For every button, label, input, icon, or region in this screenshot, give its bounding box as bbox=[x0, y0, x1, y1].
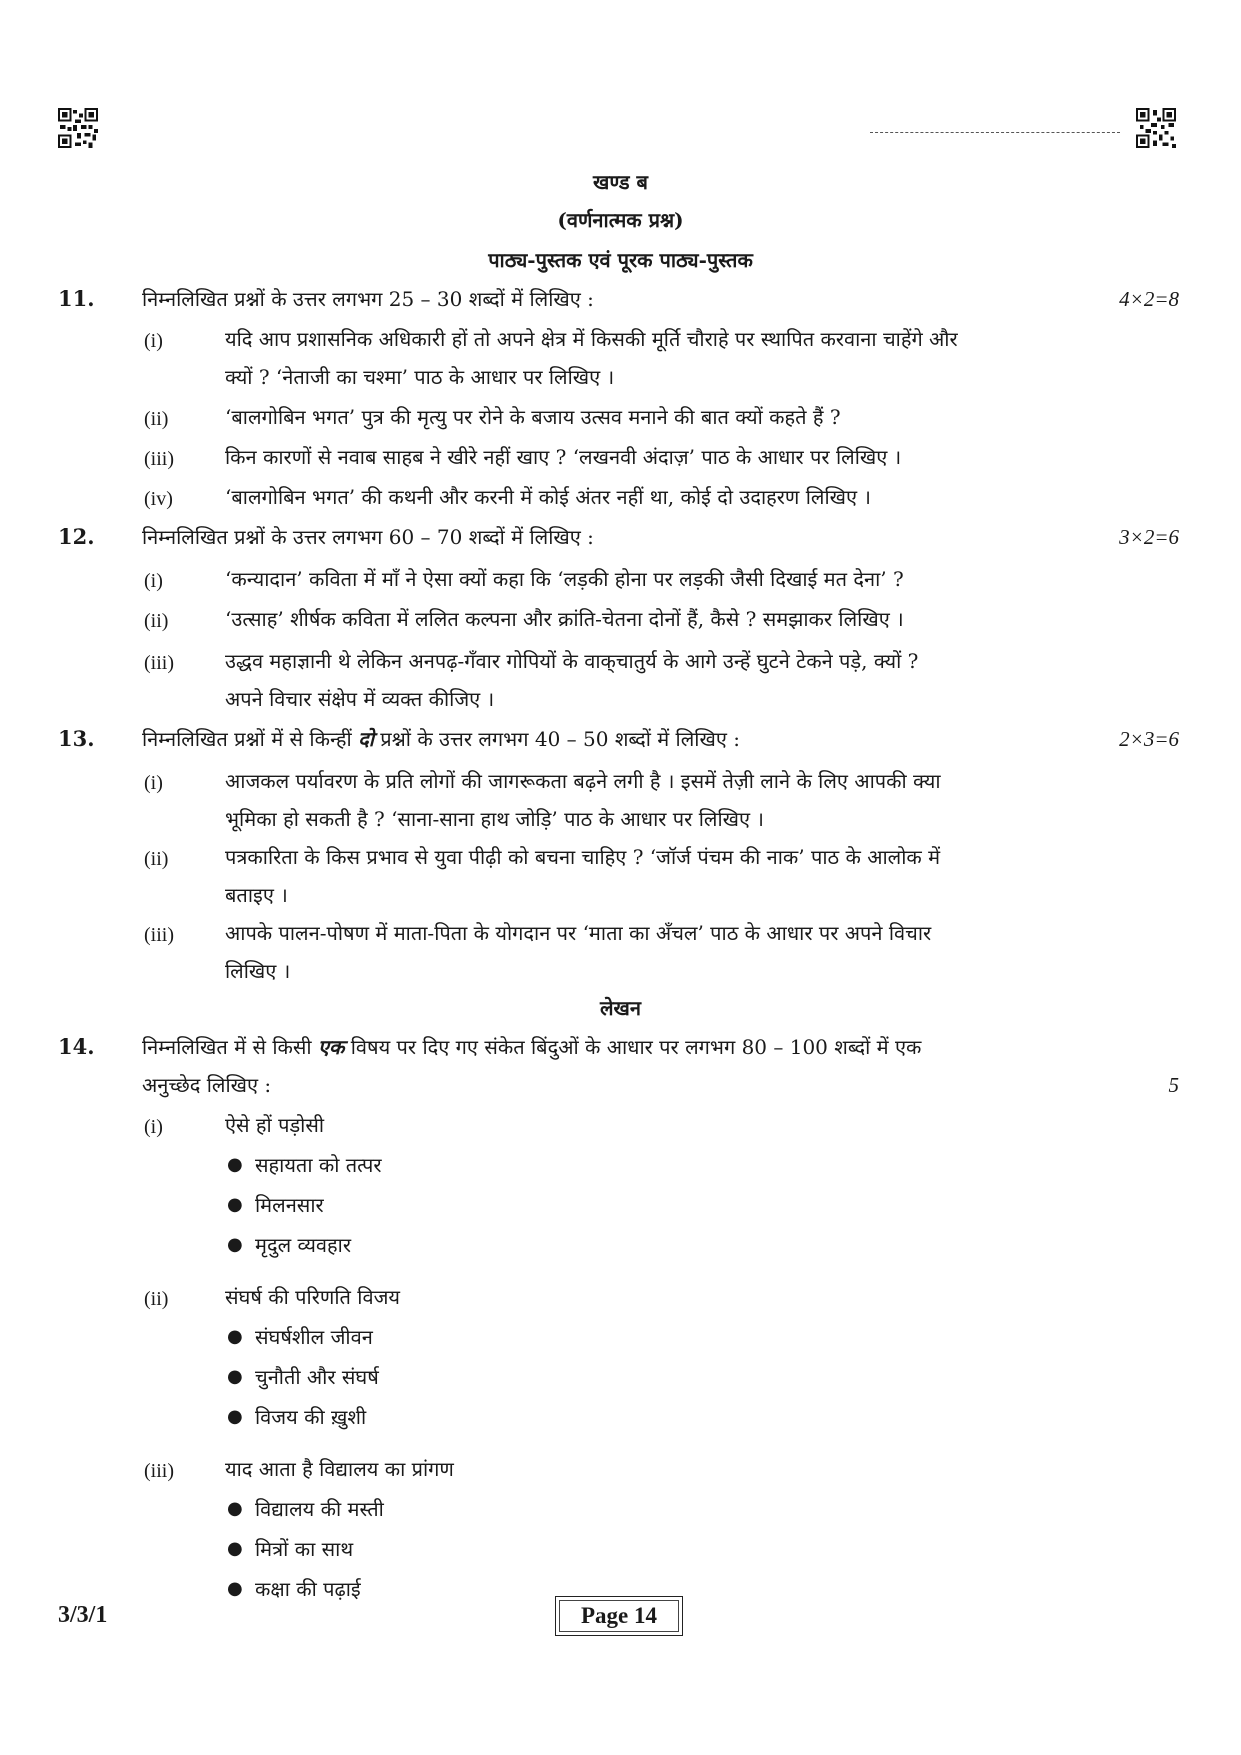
sub-question-text: ‘बालगोबिन भगत’ पुत्र की मृत्यु पर रोने के बजाय उत्सव मनाने की बात क्यों कहते हैं ? bbox=[225, 405, 841, 429]
sub-question-text: बताइए । bbox=[225, 883, 288, 907]
question-marks: 3×2=6 bbox=[1119, 525, 1179, 549]
topic-point: विजय की ख़ुशी bbox=[255, 1405, 367, 1429]
sub-question-number: (ii) bbox=[144, 610, 169, 632]
sub-question-text: लिखिए । bbox=[225, 959, 291, 983]
sub-question-text: ‘उत्साह’ शीर्षक कविता में ललित कल्पना और क्रांति-चेतना दोनों हैं, कैसे ? समझाकर लिखिए । bbox=[225, 607, 904, 631]
sub-question-number: (iii) bbox=[144, 448, 174, 470]
sub-question-text: आजकल पर्यावरण के प्रति लोगों की जागरूकता बढ़ने लगी है । इसमें तेज़ी लाने के लिए आपकी क्या bbox=[225, 769, 941, 793]
stem-emphasis: एक bbox=[317, 1035, 345, 1059]
bullet-icon: ● bbox=[227, 1578, 243, 1599]
bullet-icon: ● bbox=[227, 1194, 243, 1215]
sub-question-text: पत्रकारिता के किस प्रभाव से युवा पीढ़ी को बचना चाहिए ? ‘जॉर्ज पंचम की नाक’ पाठ के आलोक में bbox=[225, 845, 941, 869]
bullet-icon: ● bbox=[227, 1406, 243, 1427]
sub-question-text: अपने विचार संक्षेप में व्यक्त कीजिए । bbox=[225, 687, 495, 711]
stem-emphasis: दो bbox=[358, 727, 374, 751]
sub-question-number: (i) bbox=[144, 772, 163, 794]
page-number-box bbox=[555, 1596, 683, 1636]
sub-question-number: (iii) bbox=[144, 924, 174, 946]
topic-title: याद आता है विद्यालय का प्रांगण bbox=[225, 1457, 454, 1481]
sub-question-text: आपके पालन-पोषण में माता-पिता के योगदान पर ‘माता का अँचल’ पाठ के आधार पर अपने विचार bbox=[225, 921, 932, 945]
qr-code-icon bbox=[1136, 108, 1176, 148]
sub-question-number: (iii) bbox=[144, 1460, 174, 1482]
sub-question-number: (iii) bbox=[144, 652, 174, 674]
stem-part: विषय पर दिए गए संकेत बिंदुओं के आधार पर लगभग 80 – 100 शब्दों में एक bbox=[350, 1035, 922, 1059]
question-marks: 5 bbox=[1168, 1073, 1179, 1097]
sub-question-number: (i) bbox=[144, 1116, 163, 1138]
stem-part: निम्नलिखित प्रश्नों में से किन्हीं bbox=[142, 727, 352, 751]
question-stem bbox=[142, 726, 740, 752]
question-number: 12. bbox=[58, 524, 95, 549]
topic-point: कक्षा की पढ़ाई bbox=[255, 1577, 361, 1601]
paper-code: 3/3/1 bbox=[58, 1602, 108, 1628]
bullet-icon: ● bbox=[227, 1326, 243, 1347]
sub-question-number: (iv) bbox=[144, 488, 173, 510]
question-stem bbox=[142, 1034, 921, 1060]
sub-question-text: उद्धव महाज्ञानी थे लेकिन अनपढ़-गँवार गोपियों के वाक्‌चातुर्य के आगे उन्हें घुटने टेकने पड़े, क्यों ? bbox=[225, 649, 919, 673]
topic-point: मृदुल व्यवहार bbox=[255, 1233, 352, 1257]
question-stem: निम्नलिखित प्रश्नों के उत्तर लगभग 25 – 30 शब्दों में लिखिए : bbox=[142, 287, 594, 311]
sub-question-text: क्यों ? ‘नेताजी का चश्मा’ पाठ के आधार पर लिखिए । bbox=[225, 365, 615, 389]
question-number: 13. bbox=[58, 726, 95, 751]
topic-point: सहायता को तत्पर bbox=[255, 1153, 382, 1177]
question-marks: 4×2=8 bbox=[1119, 287, 1179, 311]
sub-question-number: (i) bbox=[144, 570, 163, 592]
sub-question-number: (ii) bbox=[144, 1288, 169, 1310]
page-number: Page 14 bbox=[559, 1600, 679, 1632]
stem-part: निम्नलिखित में से किसी bbox=[142, 1035, 312, 1059]
sub-question-number: (ii) bbox=[144, 848, 169, 870]
question-stem: निम्नलिखित प्रश्नों के उत्तर लगभग 60 – 70 शब्दों में लिखिए : bbox=[142, 525, 594, 549]
header-rule bbox=[870, 132, 1120, 133]
topic-point: मिलनसार bbox=[255, 1193, 324, 1217]
bullet-icon: ● bbox=[227, 1154, 243, 1175]
question-stem: अनुच्छेद लिखिए : bbox=[142, 1073, 272, 1097]
sub-question-text: भूमिका हो सकती है ? ‘साना-साना हाथ जोड़ि’ पाठ के आधार पर लिखिए । bbox=[225, 807, 764, 831]
question-number: 14. bbox=[58, 1034, 95, 1059]
topic-title: ऐसे हों पड़ोसी bbox=[225, 1113, 325, 1137]
writing-heading: लेखन bbox=[599, 996, 642, 1020]
sub-question-text: यदि आप प्रशासनिक अधिकारी हों तो अपने क्षेत्र में किसकी मूर्ति चौराहे पर स्थापित करवाना चाहेंगे और bbox=[225, 327, 958, 351]
bullet-icon: ● bbox=[227, 1234, 243, 1255]
sub-question-number: (i) bbox=[144, 330, 163, 352]
stem-part: प्रश्नों के उत्तर लगभग 40 – 50 शब्दों में लिखिए : bbox=[380, 727, 740, 751]
topic-point: चुनौती और संघर्ष bbox=[255, 1365, 379, 1389]
qr-code-icon bbox=[58, 108, 98, 148]
bullet-icon: ● bbox=[227, 1538, 243, 1559]
section-heading: खण्ड ब bbox=[593, 170, 648, 194]
sub-question-text: ‘बालगोबिन भगत’ की कथनी और करनी में कोई अंतर नहीं था, कोई दो उदाहरण लिखिए । bbox=[225, 485, 872, 509]
topic-point: संघर्षशील जीवन bbox=[255, 1325, 373, 1349]
topic-point: विद्यालय की मस्ती bbox=[255, 1497, 384, 1521]
topic-title: संघर्ष की परिणति विजय bbox=[225, 1285, 401, 1309]
sub-question-text: ‘कन्यादान’ कविता में माँ ने ऐसा क्यों कहा कि ‘लड़की होना पर लड़की जैसी दिखाई मत देना’ ? bbox=[225, 567, 904, 591]
bullet-icon: ● bbox=[227, 1498, 243, 1519]
topic-point: मित्रों का साथ bbox=[255, 1537, 354, 1561]
question-number: 11. bbox=[58, 286, 95, 311]
section-subtitle: (वर्णनात्मक प्रश्न) bbox=[557, 208, 684, 232]
question-marks: 2×3=6 bbox=[1119, 727, 1179, 751]
books-heading: पाठ्य-पुस्तक एवं पूरक पाठ्य-पुस्तक bbox=[488, 248, 753, 272]
sub-question-text: किन कारणों से नवाब साहब ने खीरे नहीं खाए ? ‘लखनवी अंदाज़’ पाठ के आधार पर लिखिए । bbox=[225, 445, 902, 469]
bullet-icon: ● bbox=[227, 1366, 243, 1387]
sub-question-number: (ii) bbox=[144, 408, 169, 430]
